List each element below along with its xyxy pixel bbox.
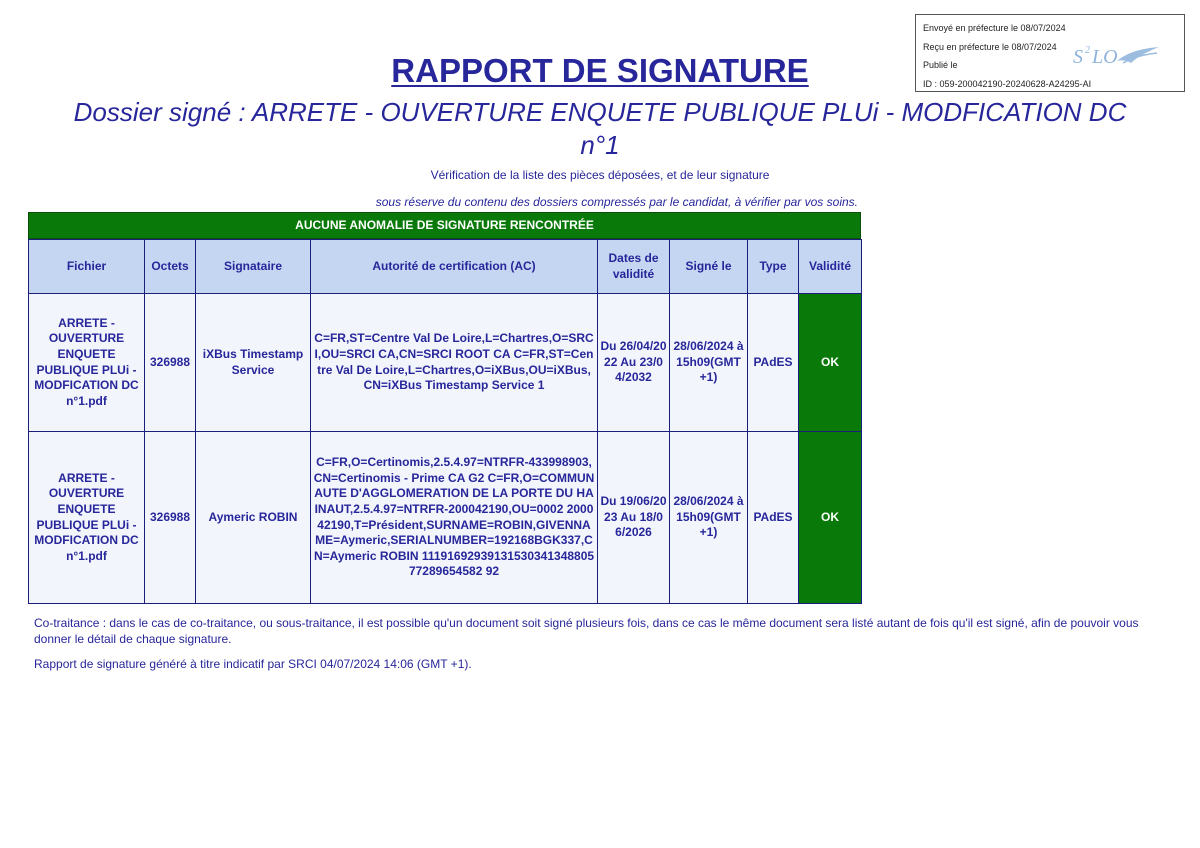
col-header-validite: Validité <box>799 240 862 294</box>
cell-octets: 326988 <box>145 432 196 604</box>
cotraitance-note: Co-traitance : dans le cas de co-traitance, ou sous-traitance, il est possible qu'un document soit signé plusieurs fois, dans ce cas le même document sera listé autant de fois qu'il est signé, afin de pouvoir vous donner le détail de chaque signature. <box>34 616 1139 646</box>
cell-dates: Du 19/06/2023 Au 18/06/2026 <box>598 432 670 604</box>
stamp-recu: Reçu en préfecture le 08/07/2024 <box>923 42 1057 52</box>
col-header-signataire: Signataire <box>196 240 311 294</box>
cell-validite: OK <box>799 432 862 604</box>
cell-fichier: ARRETE - OUVERTURE ENQUETE PUBLIQUE PLUi - MODFICATION DC n°1.pdf <box>29 294 145 432</box>
table-row <box>29 432 862 604</box>
cell-signataire: iXBus Timestamp Service <box>196 294 311 432</box>
col-header-octets: Octets <box>145 240 196 294</box>
cell-signataire: Aymeric ROBIN <box>196 432 311 604</box>
col-header-ac: Autorité de certification (AC) <box>311 240 598 294</box>
stamp-id: ID : 059-200042190-20240628-A24295-AI <box>923 79 1092 89</box>
status-banner: AUCUNE ANOMALIE DE SIGNATURE RENCONTRÉE <box>28 212 861 239</box>
col-header-fichier: Fichier <box>29 240 145 294</box>
col-header-type: Type <box>748 240 799 294</box>
svg-text:2: 2 <box>1085 45 1090 56</box>
col-header-signe-le: Signé le <box>670 240 748 294</box>
cell-type: PAdES <box>748 294 799 432</box>
cell-validite: OK <box>799 294 862 432</box>
cell-signe-le: 28/06/2024 à 15h09(GMT +1) <box>670 432 748 604</box>
table-row <box>29 294 862 432</box>
verification-text: Vérification de la liste des pièces déposées, et de leur signature <box>430 168 770 182</box>
subtitle-line-2: n°1 <box>580 130 620 160</box>
reserve-text: sous réserve du contenu des dossiers compressés par le candidat, à vérifier par vos soins. <box>375 195 858 209</box>
cell-fichier: ARRETE - OUVERTURE ENQUETE PUBLIQUE PLUi - MODFICATION DC n°1.pdf <box>29 432 145 604</box>
stamp-envoye: Envoyé en préfecture le 08/07/2024 <box>923 23 1066 33</box>
page-title: RAPPORT DE SIGNATURE <box>391 52 809 89</box>
cell-ac: C=FR,O=Certinomis,2.5.4.97=NTRFR-433998903,CN=Certinomis - Prime CA G2 C=FR,O=COMMUNAUTE D'AGGLOMERATION DE LA PORTE DU HAINAUT,2.5.4.97=NTRFR-200042190,OU=0002 200042190,T=Président,SURNAME=ROBIN,GIVENNAME=Aymeric,SERIALNUMBER=192168BGK337,CN=Aymeric ROBIN 1119169293913153034134880577289654582 92 <box>311 432 598 604</box>
cell-ac: C=FR,ST=Centre Val De Loire,L=Chartres,O=SRCI,OU=SRCI CA,CN=SRCI ROOT CA C=FR,ST=Centre Val De Loire,L=Chartres,O=iXBus,OU=iXBus,CN=iXBus Timestamp Service 1 <box>311 294 598 432</box>
signature-table <box>28 239 862 604</box>
rapport-note: Rapport de signature généré à titre indicatif par SRCI 04/07/2024 14:06 (GMT +1). <box>34 657 472 671</box>
cell-type: PAdES <box>748 432 799 604</box>
cell-signe-le: 28/06/2024 à 15h09(GMT +1) <box>670 294 748 432</box>
subtitle-line-1: Dossier signé : ARRETE - OUVERTURE ENQUETE PUBLIQUE PLUi - MODFICATION DC <box>73 97 1127 127</box>
cell-dates: Du 26/04/2022 Au 23/04/2032 <box>598 294 670 432</box>
svg-text:S: S <box>1073 46 1083 68</box>
table-header-row <box>29 240 862 294</box>
col-header-dates: Dates de validité <box>598 240 670 294</box>
svg-text:LO: LO <box>1092 46 1118 68</box>
cell-octets: 326988 <box>145 294 196 432</box>
dossier-subtitle <box>40 96 1160 162</box>
stamp-publie: Publié le <box>923 60 958 70</box>
